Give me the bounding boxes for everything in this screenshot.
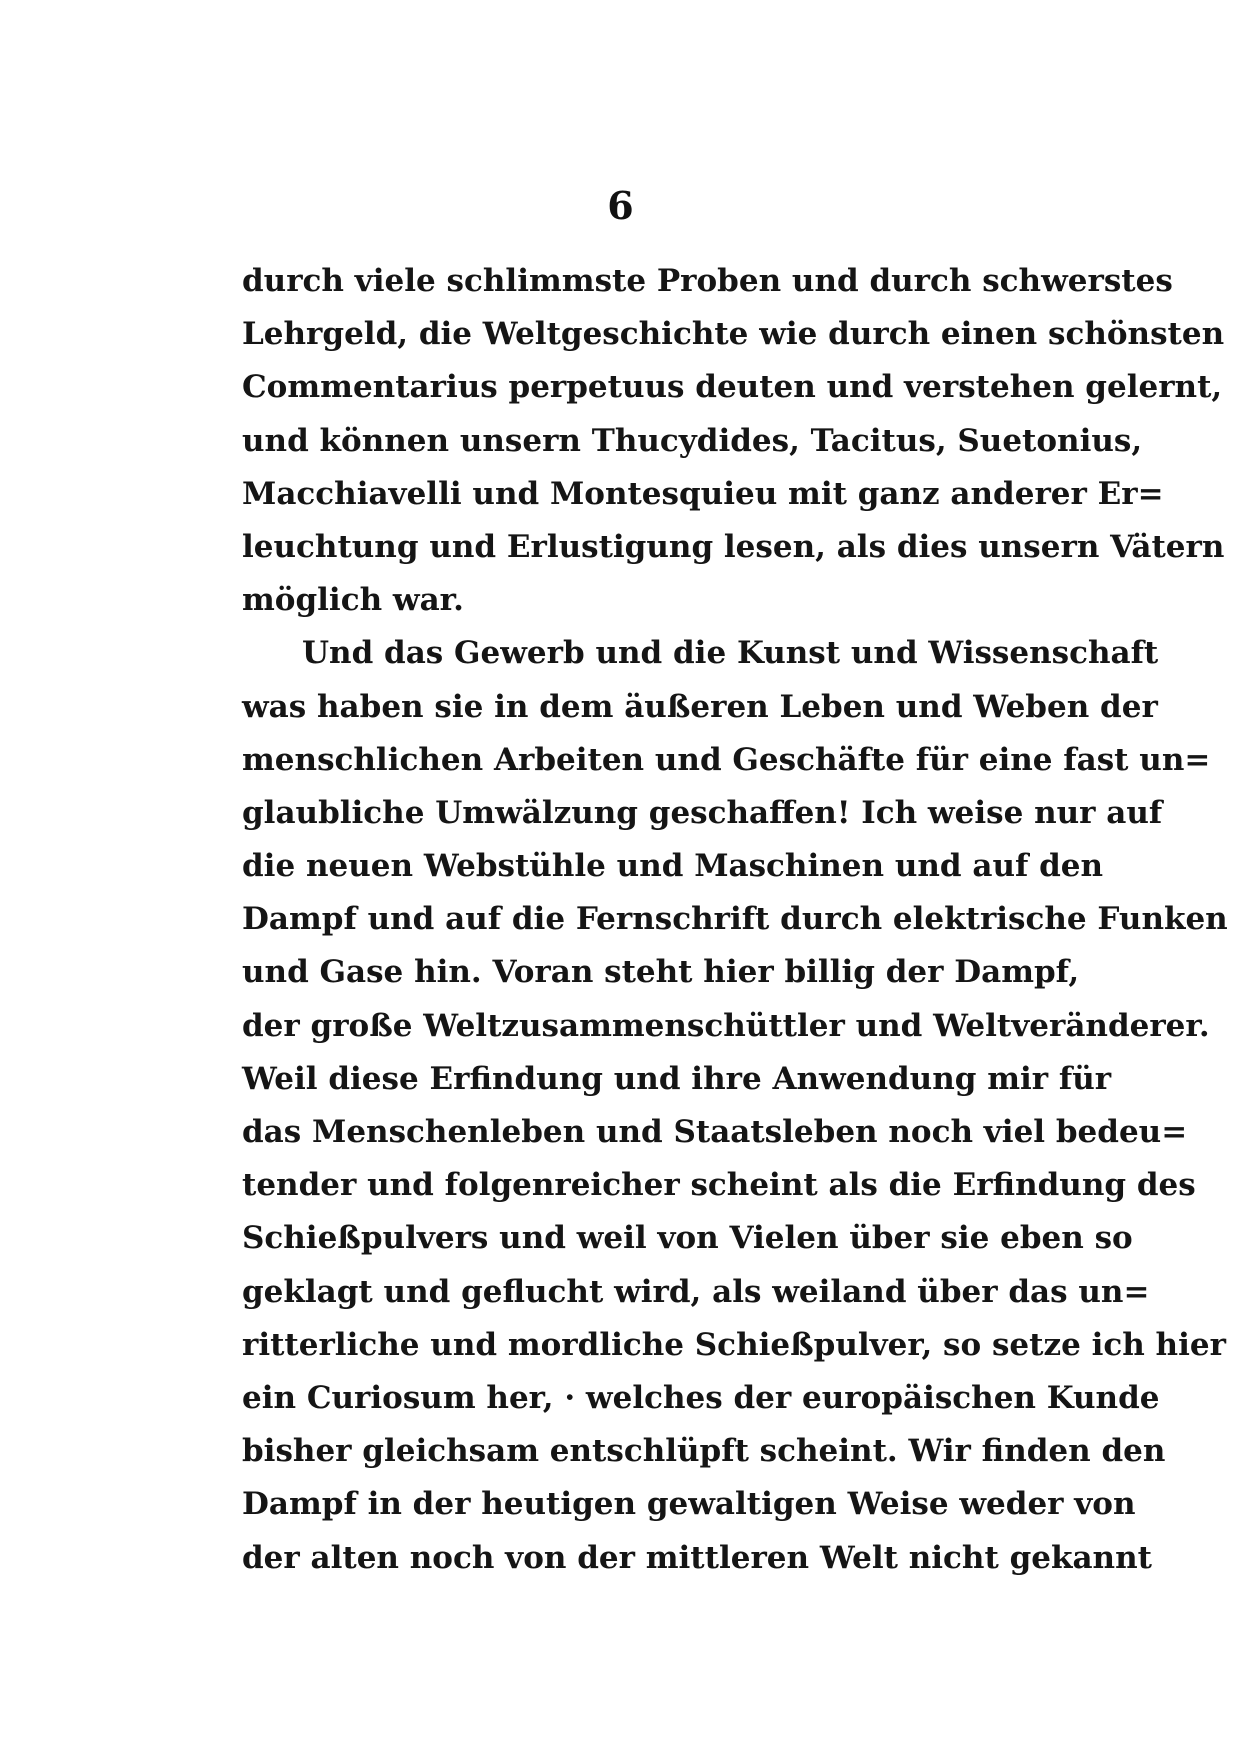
text-line: die neuen Webstühle und Maschinen und auf den xyxy=(242,848,1104,885)
text-line: Dampf in der heutigen gewaltigen Weise weder von xyxy=(242,1486,1136,1523)
text-line: bisher gleichsam entschlüpft scheint. Wir finden den xyxy=(242,1433,1166,1470)
text-line: durch viele schlimmste Proben und durch schwerstes xyxy=(242,263,1173,299)
text-line: Lehrgeld, die Weltgeschichte wie durch einen schönsten xyxy=(242,316,1225,353)
text-line: und können unsern Thucydides, Tacitus, Suetonius, xyxy=(242,422,1143,459)
text-line: ritterliche und mordliche Schießpulver, so setze ich hier xyxy=(242,1326,1226,1363)
paragraph-end-line: möglich war. xyxy=(242,582,464,619)
text-line: das Menschenleben und Staatsleben noch viel bedeu= xyxy=(242,1114,1188,1150)
text-line: was haben sie in dem äußeren Leben und Weben der xyxy=(242,688,1158,725)
paragraph-start-line: Und das Gewerb und die Kunst und Wissenschaft xyxy=(302,635,1159,672)
text-line: Weil diese Erfindung und ihre Anwendung mir für xyxy=(242,1060,1112,1097)
text-line: Macchiavelli und Montesquieu mit ganz anderer Er= xyxy=(242,475,1164,512)
text-line: geklagt und geflucht wird, als weiland über das un= xyxy=(242,1273,1150,1310)
text-line: menschlichen Arbeiten und Geschäfte für eine fast un= xyxy=(242,741,1211,778)
text-line: Commentarius perpetuus deuten und verstehen gelernt, xyxy=(242,369,1223,406)
text-line: glaubliche Umwälzung geschaffen! Ich weise nur auf xyxy=(242,794,1163,831)
text-line: der alten noch von der mittleren Welt nicht gekannt xyxy=(242,1539,1152,1576)
text-line: und Gase hin. Voran steht hier billig der Dampf, xyxy=(242,954,1080,991)
body-text xyxy=(242,255,1228,1585)
text-line: der große Weltzusammenschüttler und Weltveränderer. xyxy=(242,1007,1210,1044)
page-number: 6 xyxy=(607,183,634,228)
text-line: ein Curiosum her, · welches der europäischen Kunde xyxy=(242,1379,1160,1416)
text-line: leuchtung und Erlustigung lesen, als dies unsern Vätern xyxy=(242,528,1225,565)
text-line: Schießpulvers und weil von Vielen über sie eben so xyxy=(242,1220,1133,1257)
text-line: Dampf und auf die Fernschrift durch elektrische Funken xyxy=(242,901,1228,938)
text-line: tender und folgenreicher scheint als die Erfindung des xyxy=(242,1167,1196,1204)
